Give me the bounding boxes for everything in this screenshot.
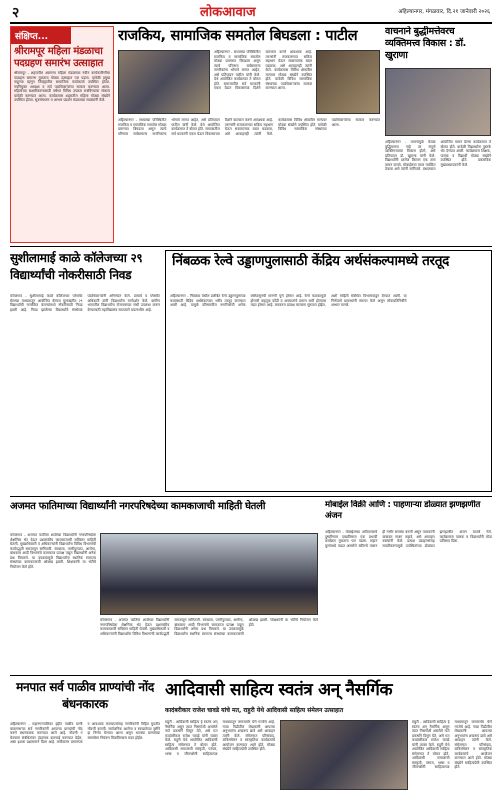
- college-body: कोपरगाव - सुशीलामाई काळे कॉलेजच्या प्लेसमेंट सेलच्या माध्यमातून आयोजित कॅम्पस मुलाखतीत २९ विद्यार्थ्यांची नामांकित कंपन्यांमध्ये नोकरीसाठी निवड झाली आहे. निवड झालेल्या विद्यार्थ्यांचे संस्थेच्या पदाधिकाऱ्यांनी अभिनंदन केले. प्राचार्य व प्लेसमेंट अधिकारी यांनी विद्यार्थ्यांना मार्गदर्शन केले. ग्रामीण भागातील विद्यार्थ्यांना रोजगाराच्या संधी उपलब्ध करून देण्यासाठी महाविद्यालय सातत्याने प्रयत्नशील आहे.: [10, 294, 160, 312]
- right-story-headline: वाचनाने बुद्धीमत्तेवरच व्यक्तिमत्त्व विकास : डॉ. खुराणा: [385, 26, 466, 61]
- railway-headline: निंबळक रेल्वे उड्डाणपुलासाठी केंद्रिय अर्थसंकल्पामध्ये तरतूद: [172, 253, 450, 269]
- divider-3: [10, 675, 492, 676]
- top-story-body-a: अहिल्यानगर - सध्याच्या परिस्थितीत राजकिय व सामाजिक समतोल मोठ्या प्रमाणात बिघडला असून त्याचे परिणाम सर्वसामान्य नागरिकांना भोगावे लागत आहेत, असे प्रतिपादन पाटील यांनी केले. येथे आयोजित कार्यक्रमात ते बोलत होते. समाजातील सर्व घटकांनी एकत्र येऊन विकासाच्या दिशेने वाटचाल करणे आवश्यक आहे. तरुणांनी राजकारणात सक्रिय सहभाग घेऊन सकारात्मक बदल घडवावा, असे आवाहनही त्यांनी केले. कार्यक्रमास विविध क्षेत्रातील मान्यवर मोठ्या संख्येने उपस्थित होते. यावेळी विविध सामाजिक संस्थांच्या पदाधिकाऱ्यांचा सत्कार करण्यात आला.: [214, 50, 312, 90]
- fatima-body-a: कोपरगाव - अजमत फातिमा शाळेच्या विद्यार्थ्यांनी नगरपरिषदेला शैक्षणिक भेट देऊन प्रशासकीय कामकाजाची सविस्तर माहिती घेतली. मुख्याधिकारी व अधिकाऱ्यांनी विद्यार्थ्यांना विविध विभागांची कार्यपद्धती समजावून सांगितली. स्वच्छता, पाणीपुरवठा, आरोग्य, बांधकाम आदी विभागांचे कामकाज प्रत्यक्ष पाहून विद्यार्थ्यांनी अनेक प्रश्न विचारले. या उपक्रमामुळे विद्यार्थ्यांना स्थानिक स्वराज्य संस्थांच्या कामकाजाची ओळख झाली. शिक्षकांनी या भेटीचे नियोजन केले होते.: [10, 533, 96, 569]
- mnp-body: अहिल्यानगर - महानगरपालिका हद्दीत पाळीव प्राणी बाळगणाऱ्या सर्व नागरिकांनी आपल्या प्राण्यांची नोंद करणे बंधनकारक करण्यात आले आहे. नोंदणी न केल्यास संबंधितांवर दंडात्मक कारवाई करण्यात येईल, असा इशारा प्रशासनाने दिला आहे. लसीकरण प्रमाणपत्र व आवश्यक कागदपत्रांसह नागरिकांनी विहित मुदतीत नोंदणी करावी. सार्वजनिक आरोग्य व स्वच्छतेच्या दृष्टीने हा निर्णय घेण्यात आला असून भटक्या प्राण्यांच्या समस्येवर नियंत्रण मिळविण्यास मदत होईल.: [10, 722, 160, 744]
- right-story-photo: [385, 68, 491, 136]
- fatima-headline: अजमत फातिमाच्या विद्यार्थ्यांनी नगरपरिषदेच्या कामकाजाची माहिती घेतली: [10, 501, 266, 512]
- adivasi-body-b: राहुरी - आदिवासी साहित्य हे स्वतंत्र अन् नैसर्गिक असून त्यात निसर्गाशी असलेले नाते प्रकर्षाने दिसून येते, असे मत कादंबरीकार राजेश चावडे यांनी व्यक्त केले. राहुरी येथे आयोजित आदिवासी साहित्य संमेलनात ते बोलत होते. आदिवासी समाजाची संस्कृती, परंपरा, भाषा व जीवनशैली साहित्याच्या माध्यमातून जगासमोर येणे गरजेचे आहे. नव्या पिढीतील लेखकांनी आपल्या अनुभवांना शब्दरूप द्यावे असे आवाहन त्यांनी केले. संमेलनात परिसंवाद, कविसंमेलन व सांस्कृतिक कार्यक्रमांचे आयोजन करण्यात आले होते. मोठ्या संख्येने साहित्यप्रेमी उपस्थित होते.: [412, 720, 492, 769]
- top-story-photo-2: [316, 50, 380, 114]
- top-story-photo: [118, 50, 210, 114]
- sidebar-label: संक्षिप्त...: [11, 27, 71, 44]
- sidebar-brief: [10, 26, 114, 243]
- fatima-photo: [100, 533, 318, 615]
- masthead-logo: लोकआवाज: [200, 5, 256, 20]
- college-headline: सुशीलामाई काळे कॉलेजच्या २९ विद्यार्थ्यांची नोकरीसाठी निवड: [10, 251, 143, 282]
- right-story-body: अहिल्यानगर - वाचनामुळे केवळ बुद्धिमत्ताच नव्हे तर संपूर्ण व्यक्तिमत्त्वाचा विकास होतो, असे प्रतिपादन डॉ. खुराणा यांनी केले. विद्यार्थ्यांनी दररोज किमान एक तास वाचन करावे, मोबाईलचा वापर मर्यादित ठेवावा असे त्यांनी सांगितले. ग्रंथालयात आयोजित वाचन प्रेरणा कार्यक्रमात ते बोलत होते. यावेळी विद्यार्थ्यांना पुस्तके भेट देण्यात आली. कार्यक्रमास शिक्षक, पालक व विद्यार्थी मोठ्या संख्येने उपस्थित होते. प्रास्ताविक मुख्याध्यापकांनी केले.: [385, 140, 491, 171]
- mnp-headline: मनपात सर्व पाळीव प्राण्यांची नोंद बंधनकारक: [16, 680, 154, 711]
- adivasi-photo: [280, 720, 408, 790]
- adivasi-body-a: राहुरी - आदिवासी साहित्य हे स्वतंत्र अन् नैसर्गिक असून त्यात निसर्गाशी असलेले नाते प्रकर्षाने दिसून येते, असे मत कादंबरीकार राजेश चावडे यांनी व्यक्त केले. राहुरी येथे आयोजित आदिवासी साहित्य संमेलनात ते बोलत होते. आदिवासी समाजाची संस्कृती, परंपरा, भाषा व जीवनशैली साहित्याच्या माध्यमातून जगासमोर येणे गरजेचे आहे. नव्या पिढीतील लेखकांनी आपल्या अनुभवांना शब्दरूप द्यावे असे आवाहन त्यांनी केले. संमेलनात परिसंवाद, कविसंमेलन व सांस्कृतिक कार्यक्रमांचे आयोजन करण्यात आले होते. मोठ्या संख्येने साहित्यप्रेमी उपस्थित होते.: [165, 720, 275, 756]
- page-number: २: [12, 5, 20, 21]
- mobile-body: अहिल्यानगर - मोबाईलच्या अतिवापराचे दुष्परिणाम दाखविणारा एक प्रभावी कार्यक्रम नुकताच पार पडला. लहान मुलांमध्ये वाढत असलेले स्क्रीनचे व्यसन ही गंभीर समस्या बनली असून पालकांनी याबाबत सजग राहावे, असे आवाहन वक्त्यांनी केले. प्रत्यक्ष उदाहरणांसह सादरीकरणामुळे उपस्थितांच्या डोळ्यात झणझणीत अंजन घातले गेले. कार्यक्रमास पालक व विद्यार्थ्यांनी मोठा प्रतिसाद दिला.: [325, 530, 492, 548]
- masthead-date: अहिल्यानगर, मंगळवार, दि.२१ जानेवारी २०२६: [398, 9, 490, 15]
- adivasi-headline: आदिवासी साहित्य स्वतंत्र अन् नैसर्गिक: [165, 680, 393, 700]
- divider-2: [10, 496, 492, 497]
- sidebar-headline: श्रीरामपूर महिला मंडळाचा पदग्रहण समारंभ उत्साहात: [14, 46, 104, 69]
- adivasi-subhead: कादंबरीकार राजेश चावडे यांचे मत, राहुरी येथे आदिवासी साहित्य संमेलन उत्साहात: [165, 707, 344, 714]
- top-story-body-b: अहिल्यानगर - सध्याच्या परिस्थितीत राजकिय व सामाजिक समतोल मोठ्या प्रमाणात बिघडला असून त्याचे परिणाम सर्वसामान्य नागरिकांना भोगावे लागत आहेत, असे प्रतिपादन पाटील यांनी केले. येथे आयोजित कार्यक्रमात ते बोलत होते. समाजातील सर्व घटकांनी एकत्र येऊन विकासाच्या दिशेने वाटचाल करणे आवश्यक आहे. तरुणांनी राजकारणात सक्रिय सहभाग घेऊन सकारात्मक बदल घडवावा, असे आवाहनही त्यांनी केले. कार्यक्रमास विविध क्षेत्रातील मान्यवर मोठ्या संख्येने उपस्थित होते. यावेळी विविध सामाजिक संस्थांच्या पदाधिकाऱ्यांचा सत्कार करण्यात आला.: [118, 118, 380, 136]
- sidebar-body: श्रीरामपूर - शहरातील अग्रगण्य महिला मंडळाच्या नवीन कार्यकारिणीचा पदग्रहण समारंभ नुकताच मोठ्या उत्साहात पार पडला. यावेळी प्रमुख पाहुण्या म्हणून जिल्ह्यातील सामाजिक कार्यकर्त्या उपस्थित होत्या. नवनियुक्त अध्यक्षा व सर्व पदाधिकाऱ्यांचा सत्कार करण्यात आला. महिलांच्या सक्षमीकरणासाठी वर्षभर विविध उपक्रम राबविण्याचा संकल्प यावेळी करण्यात आला. कार्यक्रमास शहरातील महिला मोठ्या संख्येने उपस्थित होत्या. सूत्रसंचालन व आभार प्रदर्शन मंडळाच्या सदस्यांनी केले.: [14, 71, 110, 102]
- mobile-headline: मोबाईल विक्री आणि : पाहणाऱ्या डोळ्यात झणझणीत अंजन: [325, 500, 481, 521]
- masthead: [0, 0, 500, 24]
- masthead-rule: [10, 22, 492, 24]
- top-story-headline: राजकिय, सामाजिक समतोल बिघडला : पाटील: [118, 28, 358, 44]
- fatima-body-b: कोपरगाव - अजमत फातिमा शाळेच्या विद्यार्थ्यांनी नगरपरिषदेला शैक्षणिक भेट देऊन प्रशासकीय कामकाजाची सविस्तर माहिती घेतली. मुख्याधिकारी व अधिकाऱ्यांनी विद्यार्थ्यांना विविध विभागांची कार्यपद्धती समजावून सांगितली. स्वच्छता, पाणीपुरवठा, आरोग्य, बांधकाम आदी विभागांचे कामकाज प्रत्यक्ष पाहून विद्यार्थ्यांनी अनेक प्रश्न विचारले. या उपक्रमामुळे विद्यार्थ्यांना स्थानिक स्वराज्य संस्थांच्या कामकाजाची ओळख झाली. शिक्षकांनी या भेटीचे नियोजन केले होते.: [100, 618, 318, 636]
- divider-1: [10, 246, 492, 247]
- railway-body: अहिल्यानगर - निंबळक येथील प्रलंबित रेल्वे उड्डाणपुलाच्या कामासाठी केंद्रिय अर्थसंकल्पात भरीव तरतूद करण्यात आली आहे. यामुळे परिसरातील नागरिकांची अनेक वर्षांपासूनची मागणी पूर्ण होणार आहे. रेल्वे फाटकामुळे होणारी वाहतूक कोंडी व अपघातांचे प्रमाण कमी होण्यास मदत होणार आहे. लवकरच प्रत्यक्ष कामाला सुरुवात होईल, अशी माहिती संबंधित विभागाकडून देण्यात आली. या निर्णयाचे ग्रामस्थांनी स्वागत केले असून लोकप्रतिनिधींचे आभार मानले.: [170, 294, 407, 307]
